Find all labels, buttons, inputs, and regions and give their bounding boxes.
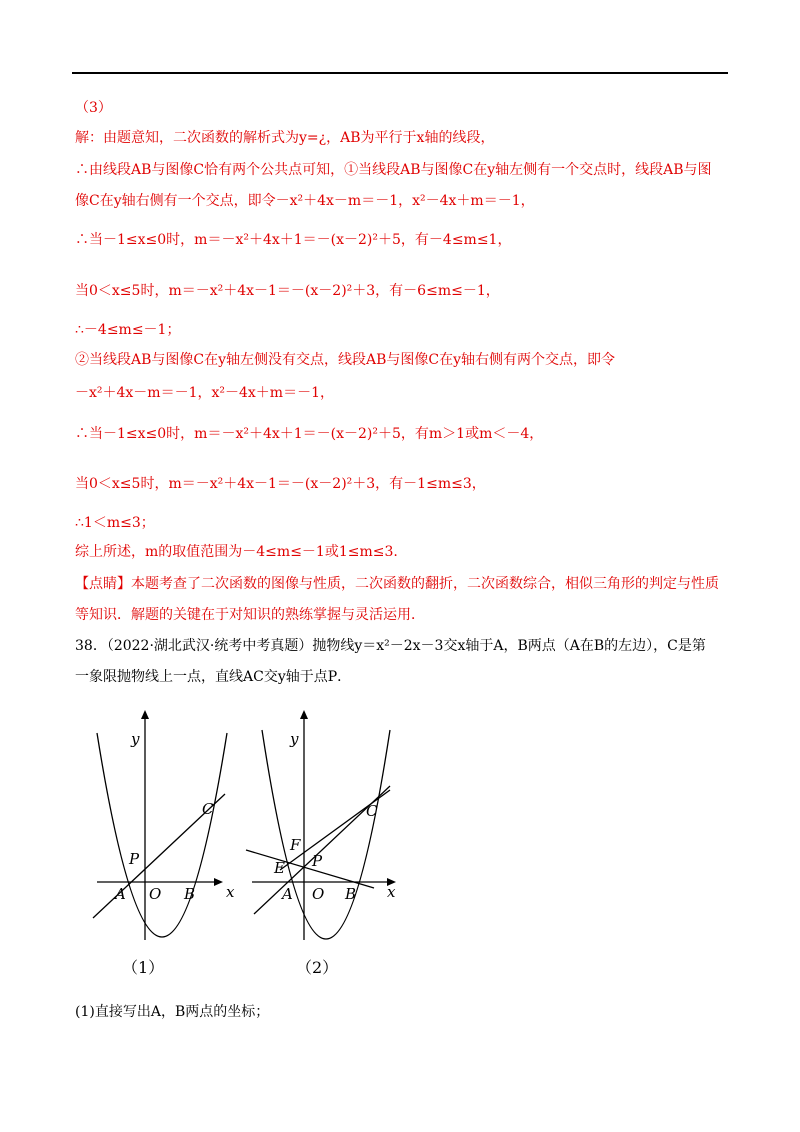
conclusion-line: 综上所述，m的取值范围为－4≤m≤－1或1≤m≤3. — [75, 544, 398, 560]
problem-38-line-2: 一象限抛物线上一点，直线AC交y轴于点P． — [75, 669, 352, 685]
label-c: C — [202, 800, 214, 818]
label-a: A — [115, 885, 126, 903]
label-x: x — [387, 883, 396, 901]
label-o: O — [149, 885, 162, 903]
label-y: y — [290, 730, 299, 748]
solution-line-8: －x²＋4x－m＝－1，x²－4x＋m＝－1， — [75, 385, 334, 401]
label-b: B — [184, 885, 196, 903]
solution-line-7: ②当线段AB与图像C在y轴左侧没有交点，线段AB与图像C在y轴右侧有两个交点，即令 — [75, 352, 616, 368]
solution-line-5: 当0＜x≤5时，m＝－x²＋4x－1＝－(x－2)²＋3，有－6≤m≤－1， — [75, 283, 500, 299]
label-x: x — [226, 883, 235, 901]
solution-line-9: ∴当－1≤x≤0时，m＝－x²＋4x＋1＝－(x－2)²＋5，有m＞1或m＜－4， — [75, 426, 544, 442]
y-axis-arrow — [141, 710, 149, 719]
label-y: y — [131, 730, 140, 748]
solution-line-3: 像C在y轴右侧有一个交点，即令－x²＋4x－m＝－1，x²－4x＋m＝－1， — [75, 193, 535, 209]
question-1: (1)直接写出A，B两点的坐标； — [75, 1004, 270, 1020]
solution-line-11: ∴1＜m≤3； — [75, 515, 155, 531]
figure-1-caption: （1） — [122, 958, 165, 977]
comment-line-1: 【点睛】本题考查了二次函数的图像与性质，二次函数的翻折，二次函数综合，相似三角形的判定与性质 — [75, 576, 719, 592]
figure-1-graph — [85, 708, 255, 948]
label-c: C — [366, 802, 378, 820]
label-b: B — [345, 885, 357, 903]
solution-line-10: 当0＜x≤5时，m＝－x²＋4x－1＝－(x－2)²＋3，有－1≤m≤3， — [75, 476, 486, 492]
solution-line-6: ∴－4≤m≤－1； — [75, 322, 181, 338]
y-axis-arrow — [300, 710, 308, 719]
problem-38-line-1: 38．（2022·湖北武汉·统考中考真题）抛物线y＝x²－2x－3交x轴于A，B两点（A在B的左边），C是第 — [75, 638, 706, 654]
solution-line-4: ∴当－1≤x≤0时，m＝－x²＋4x＋1＝－(x－2)²＋5，有－4≤m≤1， — [75, 232, 512, 248]
label-e: E — [274, 859, 285, 877]
solution-line-1: 解：由题意知，二次函数的解析式为y=¿，AB为平行于x轴的线段， — [75, 130, 495, 146]
figure-2-graph — [240, 708, 410, 948]
parabola — [262, 730, 390, 939]
label-p: P — [129, 850, 140, 868]
part-3-label: （3） — [75, 100, 112, 116]
label-p: P — [312, 852, 323, 870]
comment-line-2: 等知识．解题的关键在于对知识的熟练掌握与灵活运用． — [75, 607, 425, 623]
header-rule — [72, 72, 728, 74]
label-f: F — [290, 836, 301, 854]
x-axis-arrow — [214, 878, 223, 886]
parabola — [97, 733, 227, 937]
label-o: O — [312, 885, 325, 903]
solution-line-2: ∴由线段AB与图像C恰有两个公共点可知，①当线段AB与图像C在y轴左侧有一个交点时，线段AB与图 — [75, 162, 712, 178]
label-a: A — [282, 885, 293, 903]
figure-2-caption: （2） — [296, 958, 339, 977]
